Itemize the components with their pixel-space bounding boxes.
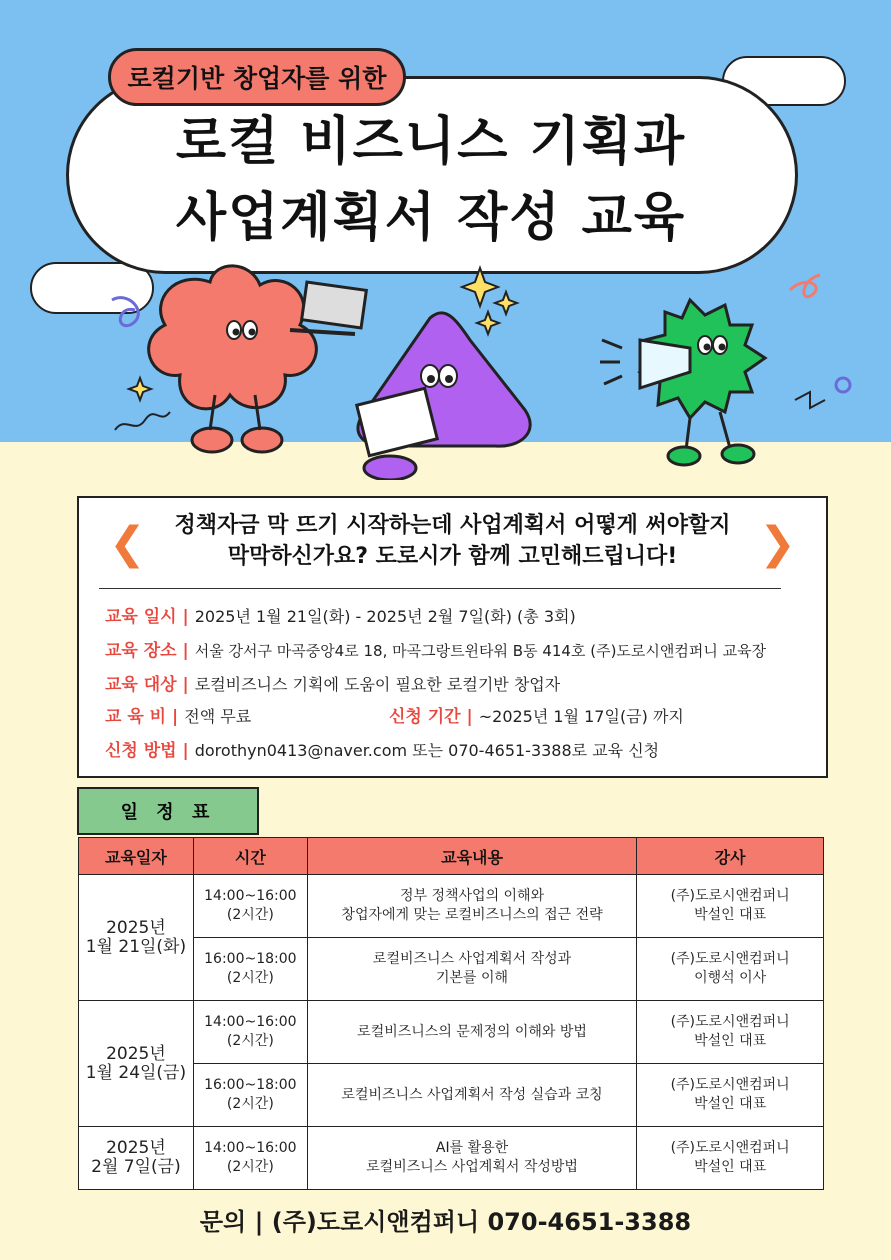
date-cell: 2025년 2월 7일(금) bbox=[79, 1127, 194, 1190]
schedule-table bbox=[78, 837, 824, 1190]
divider bbox=[99, 588, 781, 589]
info-method-label: 신청 방법 | bbox=[105, 741, 189, 761]
info-method bbox=[105, 736, 659, 761]
info-place-label: 교육 장소 | bbox=[105, 641, 189, 661]
info-period-value: ~2025년 1월 17일(금) 까지 bbox=[478, 707, 684, 726]
header-date: 교육일자 bbox=[79, 838, 194, 875]
instructor-cell: (주)도로시앤컴퍼니 박설인 대표 bbox=[637, 875, 824, 938]
doodle-swirl-icon bbox=[112, 298, 138, 326]
instructor-cell: (주)도로시앤컴퍼니 박설인 대표 bbox=[637, 1001, 824, 1064]
time-cell: 14:00~16:00 (2시간) bbox=[193, 1127, 307, 1190]
date-cell: 2025년 1월 24일(금) bbox=[79, 1001, 194, 1127]
header-instructor: 강사 bbox=[637, 838, 824, 875]
time-cell: 16:00~18:00 (2시간) bbox=[193, 1064, 307, 1127]
content-cell: 정부 정책사업의 이해와 창업자에게 맞는 로컬비즈니스의 접근 전략 bbox=[307, 875, 636, 938]
table-header-row bbox=[79, 838, 824, 875]
info-target-value: 로컬비즈니스 기획에 도움이 필요한 로컬기반 창업자 bbox=[194, 675, 561, 694]
info-date-label: 교육 일시 | bbox=[105, 607, 189, 627]
header-content: 교육내용 bbox=[307, 838, 636, 875]
info-date bbox=[105, 602, 576, 627]
hook-line-1: 정책자금 막 뜨기 시작하는데 사업계획서 어떻게 써야할지 bbox=[174, 513, 731, 538]
red-flower-character-icon bbox=[149, 266, 367, 452]
content-cell: 로컬비즈니스 사업계획서 작성과 기본를 이해 bbox=[307, 938, 636, 1001]
subtitle-badge: 로컬기반 창업자를 위한 bbox=[108, 48, 406, 106]
info-fee-label: 교 육 비 | bbox=[105, 707, 179, 727]
table-row bbox=[79, 875, 824, 938]
content-cell: 로컬비즈니스 사업계획서 작성 실습과 코칭 bbox=[307, 1064, 636, 1127]
schedule-tab: 일 정 표 bbox=[77, 787, 259, 835]
content-cell: AI를 활용한 로컬비즈니스 사업계획서 작성방법 bbox=[307, 1127, 636, 1190]
table-row bbox=[79, 1001, 824, 1064]
info-period bbox=[389, 702, 684, 727]
right-chevron-icon: ❯ bbox=[759, 518, 796, 569]
time-cell: 14:00~16:00 (2시간) bbox=[193, 1001, 307, 1064]
green-megaphone-character-icon bbox=[600, 300, 765, 465]
instructor-cell: (주)도로시앤컴퍼니 이행석 이사 bbox=[637, 938, 824, 1001]
time-cell: 14:00~16:00 (2시간) bbox=[193, 875, 307, 938]
date-cell: 2025년 1월 21일(화) bbox=[79, 875, 194, 1001]
info-target bbox=[105, 670, 560, 695]
header-time: 시간 bbox=[193, 838, 307, 875]
purple-triangle-character-icon bbox=[357, 313, 530, 480]
content-cell: 로컬비즈니스의 문제정의 이해와 방법 bbox=[307, 1001, 636, 1064]
info-fee bbox=[105, 702, 251, 727]
info-period-label: 신청 기간 | bbox=[389, 707, 473, 727]
info-fee-value: 전액 무료 bbox=[184, 707, 252, 726]
instructor-cell: (주)도로시앤컴퍼니 박설인 대표 bbox=[637, 1127, 824, 1190]
info-method-value: dorothyn0413@naver.com 또는 070-4651-3388로 교육 신청 bbox=[194, 741, 660, 760]
hook-message bbox=[79, 510, 826, 572]
info-target-label: 교육 대상 | bbox=[105, 675, 189, 695]
instructor-cell: (주)도로시앤컴퍼니 박설인 대표 bbox=[637, 1064, 824, 1127]
time-cell: 16:00~18:00 (2시간) bbox=[193, 938, 307, 1001]
footer-contact: 문의 | (주)도로시앤컴퍼니 070-4651-3388 bbox=[199, 1208, 692, 1236]
character-illustration bbox=[0, 0, 891, 480]
hook-line-2: 막막하신가요? 도로시가 함께 고민해드립니다! bbox=[227, 544, 678, 569]
info-place bbox=[105, 636, 766, 661]
info-place-value: 서울 강서구 마곡중앙4로 18, 마곡그랑트윈타워 B동 414호 (주)도로시앤컴퍼니 교육장 bbox=[194, 642, 767, 660]
table-row bbox=[79, 1127, 824, 1190]
title-line-2: 사업계획서 작성 교육 bbox=[175, 188, 687, 248]
title-line-1: 로컬 비즈니스 기획과 bbox=[175, 112, 687, 172]
info-date-value: 2025년 1월 21일(화) - 2025년 2월 7일(화) (총 3회) bbox=[194, 607, 576, 626]
info-box bbox=[77, 496, 828, 778]
left-chevron-icon: ❮ bbox=[109, 518, 146, 569]
